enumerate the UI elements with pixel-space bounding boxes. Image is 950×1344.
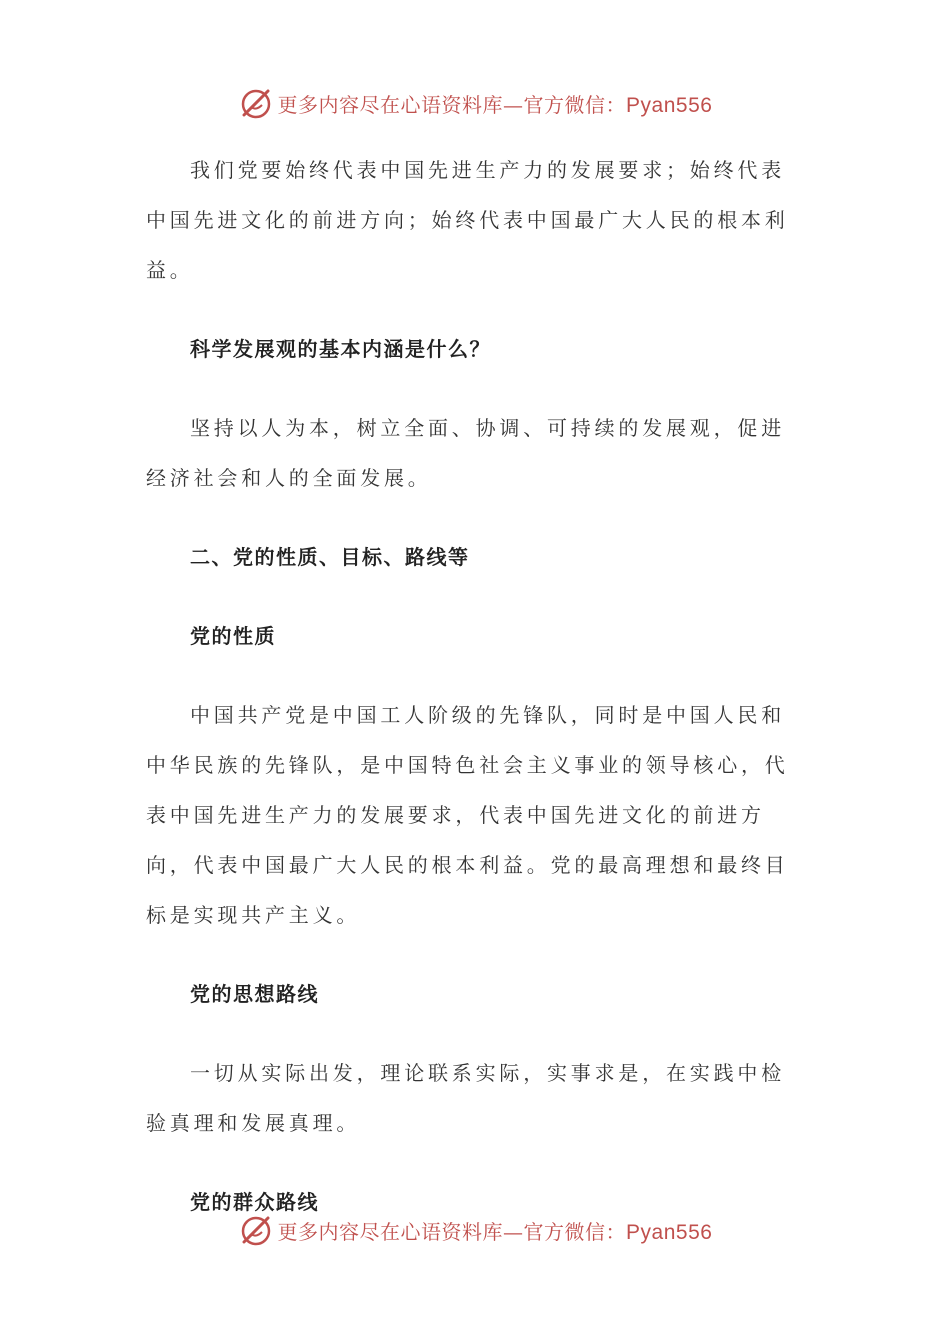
paragraph-party-nature: 中国共产党是中国工人阶级的先锋队，同时是中国人民和中华民族的先锋队，是中国特色社会主义事业的领导核心，代表中国先进生产力的发展要求，代表中国先进文化的前进方向，代表中国最广大人民的根本利益。党的最高理想和最终目标是实现共产主义。	[146, 703, 789, 927]
heading-section-two: 二、党的性质、目标、路线等	[190, 545, 470, 569]
heading-ideological-line: 党的思想路线	[190, 982, 319, 1006]
paragraph-scientific-development: 坚持以人为本，树立全面、协调、可持续的发展观，促进经济社会和人的全面发展。	[146, 416, 785, 490]
heading-mass-line: 党的群众路线	[190, 1190, 319, 1214]
header-banner-id: Pyan556	[626, 93, 713, 117]
paragraph-ideological-line: 一切从实际出发，理论联系实际，实事求是，在实践中检验真理和发展真理。	[146, 1061, 785, 1135]
pen-circle-logo-icon	[238, 85, 274, 121]
pen-circle-logo-icon	[238, 1212, 274, 1248]
heading-party-nature: 党的性质	[190, 624, 276, 648]
footer-banner-id: Pyan556	[626, 1220, 713, 1244]
document-body	[146, 145, 796, 1227]
footer-banner-text: 更多内容尽在心语资料库—官方微信：Pyan556	[277, 1219, 713, 1244]
header-banner	[0, 83, 950, 123]
header-banner-text: 更多内容尽在心语资料库—官方微信：Pyan556	[277, 92, 713, 117]
heading-scientific-development: 科学发展观的基本内涵是什么？	[190, 337, 491, 361]
footer-banner	[0, 1210, 950, 1250]
paragraph-three-represents: 我们党要始终代表中国先进生产力的发展要求；始终代表中国先进文化的前进方向；始终代表中国最广大人民的根本利益。	[146, 158, 789, 282]
